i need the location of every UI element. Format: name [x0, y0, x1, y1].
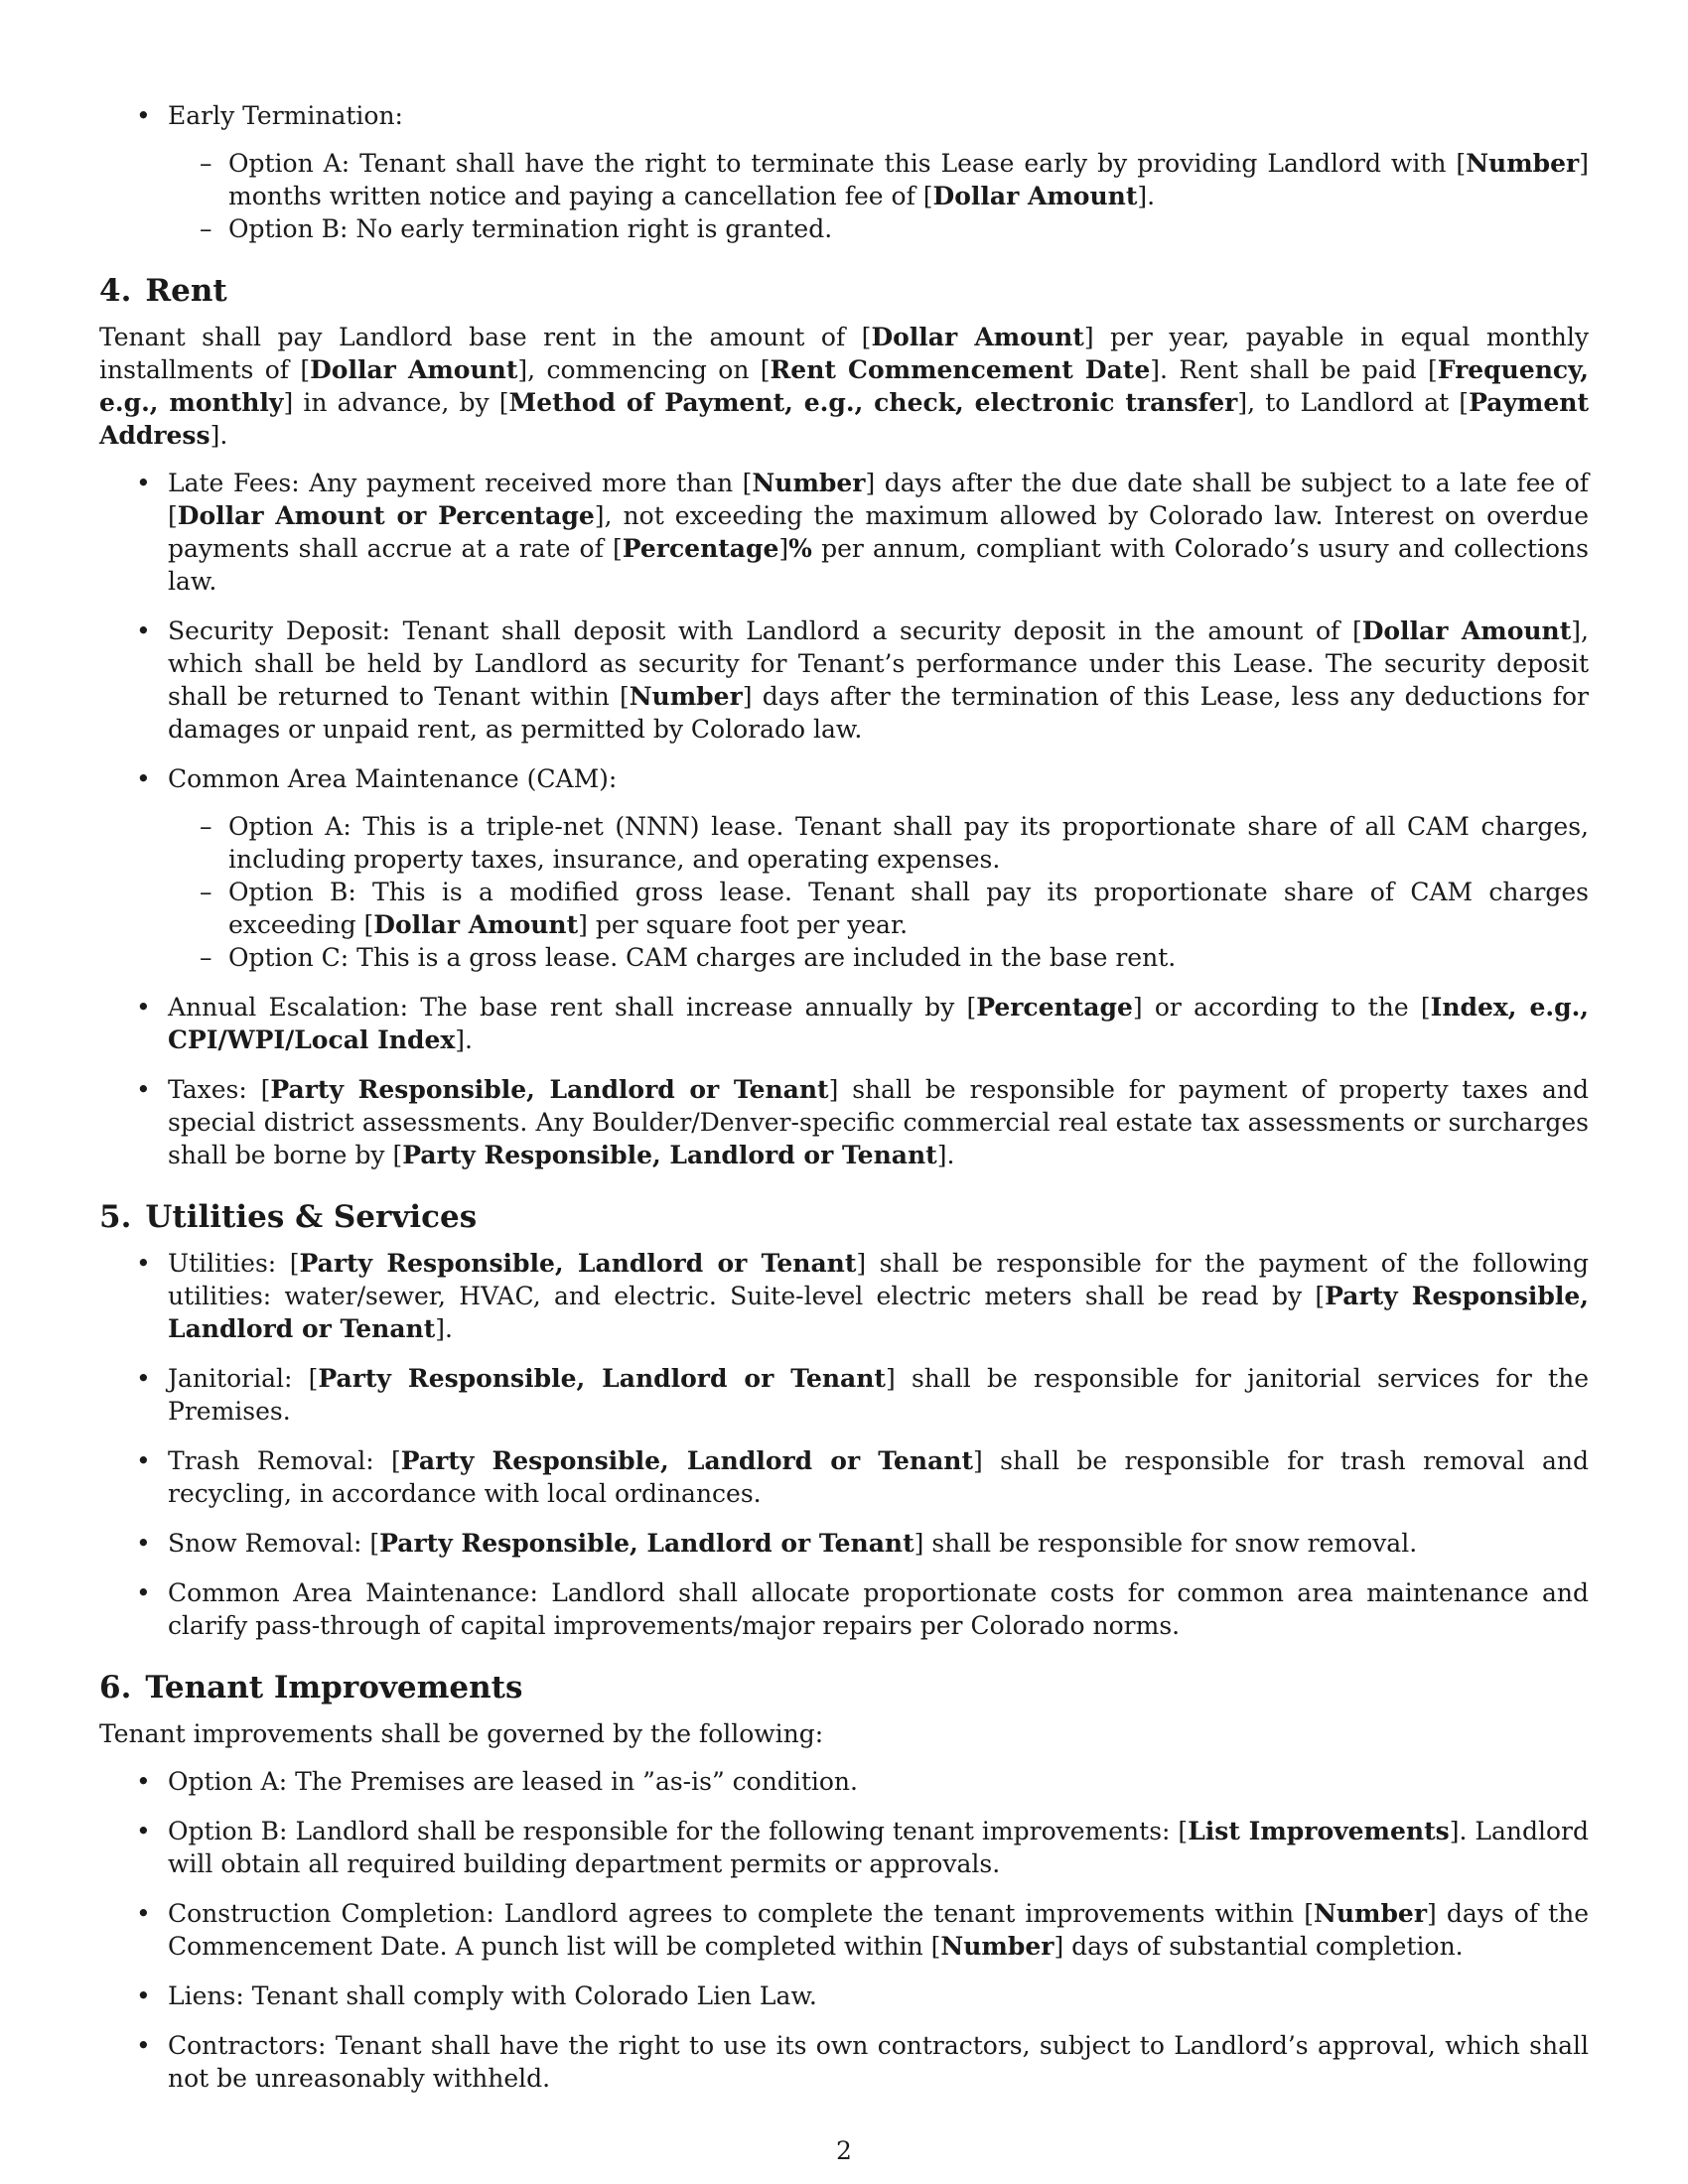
list-item-text: • Late Fees: Any payment received more than [Number] days after the due date shall be subject to a late fee of [Dollar Amount or Percentage], not exceeding the maximum allowed by Colorado law. Interest on overdue payments shall accrue at a rate of [Percentage]% per annum, compliant with Colorado’s usury and collections law. [168, 469, 1590, 596]
list-item-text: • Janitorial: [Party Responsible, Landlord or Tenant] shall be responsible for janitorial services for the Premises. [168, 1364, 1589, 1426]
list-item [99, 762, 1589, 974]
placeholder-field: Payment Address [99, 388, 1589, 450]
list-item-text: • Annual Escalation: The base rent shall increase annually by [Percentage] or according to the [Index, e.g., CPI/WPI/Local Index]. [168, 993, 1589, 1054]
section-number: 5. [99, 1199, 132, 1235]
placeholder-field: Party Responsible, Landlord or Tenant [270, 1075, 829, 1104]
rent-list [99, 467, 1589, 1171]
placeholder-field: Rent Commencement Date [770, 355, 1151, 384]
section-intro: Tenant shall pay Landlord base rent in the amount of [Dollar Amount] per year, payable in equal monthly installments of [Dollar Amount], commencing on [Rent Commencement Date]. Rent shall be paid [Frequency, e.g., monthly] in advance, by [Method of Payment, e.g., check, electronic transfer], to Landlord at [Payment Address]. [99, 323, 1589, 450]
placeholder-field: Party Responsible, Landlord or Tenant [168, 1282, 1589, 1343]
placeholder-field: Party Responsible, Landlord or Tenant [318, 1364, 886, 1393]
list-item [99, 991, 1589, 1056]
placeholder-field: Dollar Amount [871, 323, 1084, 351]
section-tenant-improvements [99, 1668, 1589, 1707]
utilities-list [99, 1247, 1589, 1642]
list-item-text: • Common Area Maintenance: Landlord shall allocate proportionate costs for common area maintenance and clarify pass-through of capital improvements/major repairs per Colorado norms. [168, 1578, 1589, 1640]
placeholder-field: List Improvements [1188, 1817, 1450, 1845]
placeholder-field: Number [629, 682, 743, 711]
option-item: – Option B: This is a modified gross lease. Tenant shall pay its proportionate share of CAM charges exceeding [Dollar Amount] per square foot per year. [168, 876, 1589, 941]
list-item-text: • Taxes: [Party Responsible, Landlord or Tenant] shall be responsible for payment of property taxes and special district assessments. Any Boulder/Denver-specific commercial real estate tax assessments or surcharges shall be borne by [Party Responsible, Landlord or Tenant]. [168, 1075, 1589, 1169]
section-number: 6. [99, 1670, 132, 1706]
placeholder-field: Party Responsible, Landlord or Tenant [379, 1529, 914, 1558]
placeholder-field: Number [1466, 149, 1580, 178]
list-item-text: • Liens: Tenant shall comply with Colorado Lien Law. [168, 1981, 817, 2010]
section-intro: Tenant improvements shall be governed by the following: [99, 1719, 824, 1748]
placeholder-field: Percentage [622, 534, 779, 563]
page-number: 2 [836, 2136, 852, 2165]
list-item-text: • Utilities: [Party Responsible, Landlord or Tenant] shall be responsible for the payment of the following utilities: water/sewer, HVAC, and electric. Suite-level electric meters shall be read by [Party Responsible, Landlord or Tenant]. [168, 1249, 1589, 1343]
option-item: – Option C: This is a gross lease. CAM charges are included in the base rent. [168, 941, 1589, 974]
list-item [99, 1527, 1589, 1560]
section-title: Utilities & Services [145, 1199, 478, 1235]
list-item-text: • Option B: Landlord shall be responsible for the following tenant improvements: [List Improvements]. Landlord will obtain all required building department permits or approvals. [168, 1817, 1589, 1878]
placeholder-field: Dollar Amount [310, 355, 518, 384]
section-title: Rent [145, 273, 227, 309]
placeholder-field: Percentage [976, 993, 1133, 1022]
option-item: – Option A: This is a triple-net (NNN) lease. Tenant shall pay its proportionate share of all CAM charges, including property taxes, insurance, and operating expenses. [168, 810, 1589, 876]
list-item [99, 1765, 1589, 1798]
option-item: – Option B: No early termination right is granted. [168, 212, 1589, 245]
placeholder-field: Party Responsible, Landlord or Tenant [299, 1249, 857, 1278]
list-item-text: • Early Termination: [168, 101, 403, 130]
placeholder-field: Index, e.g., CPI/WPI/Local Index [168, 993, 1589, 1054]
section-heading [99, 271, 1589, 311]
list-item-text: • Option A: The Premises are leased in ”as-is” condition. [168, 1767, 858, 1796]
list-item-text: • Contractors: Tenant shall have the right to use its own contractors, subject to Landlord’s approval, which shall not be unreasonably withheld. [168, 2031, 1589, 2093]
improvements-list [99, 1765, 1589, 2095]
list-item [99, 1576, 1589, 1642]
list-item-text: • Snow Removal: [Party Responsible, Landlord or Tenant] shall be responsible for snow removal. [168, 1529, 1418, 1558]
placeholder-field: Party Responsible, Landlord or Tenant [402, 1141, 937, 1169]
list-item [99, 467, 1589, 598]
placeholder-field: Dollar Amount [932, 182, 1138, 210]
placeholder-field: % [788, 534, 812, 563]
list-item-text: • Security Deposit: Tenant shall deposit with Landlord a security deposit in the amount of [Dollar Amount], which shall be held by Landlord as security for Tenant’s performance under this Lease. The security deposit shall be returned to Tenant within [Number] days after the termination of this Lease, less any deductions for damages or unpaid rent, as permitted by Colorado law. [168, 616, 1589, 744]
placeholder-field: Party Responsible, Landlord or Tenant [400, 1446, 973, 1475]
section-rent [99, 271, 1589, 311]
list-item [99, 1815, 1589, 1880]
list-item [99, 1247, 1589, 1345]
early-termination-options [168, 147, 1589, 245]
placeholder-field: Dollar Amount or Percentage [177, 501, 595, 530]
placeholder-field: Dollar Amount [373, 910, 579, 939]
list-item-early-termination [99, 99, 1589, 245]
list-item-text: • Common Area Maintenance (CAM): [168, 764, 618, 793]
list-item-text: • Trash Removal: [Party Responsible, Landlord or Tenant] shall be responsible for trash removal and recycling, in accordance with local ordinances. [168, 1446, 1589, 1508]
section-utilities [99, 1197, 1589, 1237]
placeholder-field: Dollar Amount [1361, 616, 1572, 645]
option-item: – Option A: Tenant shall have the right to terminate this Lease early by providing Landlord with [Number] months written notice and paying a cancellation fee of [Dollar Amount]. [168, 147, 1589, 212]
section-heading [99, 1197, 1589, 1237]
document-body [99, 99, 1589, 2112]
section-number: 4. [99, 273, 132, 309]
list-item [99, 614, 1589, 746]
list-item [99, 2029, 1589, 2095]
section-title: Tenant Improvements [145, 1670, 523, 1706]
list-item-text: • Construction Completion: Landlord agrees to complete the tenant improvements within [Number] days of the Commencement Date. A punch list will be completed within [Number] days of substantial completion. [168, 1899, 1590, 1961]
list-item [99, 1444, 1589, 1510]
placeholder-field: Number [1313, 1899, 1428, 1928]
placeholder-field: Method of Payment, e.g., check, electronic transfer [508, 388, 1238, 417]
cam-options [168, 810, 1589, 974]
list-item [99, 1073, 1589, 1171]
placeholder-field: Number [752, 469, 866, 497]
section-heading [99, 1668, 1589, 1707]
placeholder-field: Frequency, e.g., monthly [99, 355, 1589, 417]
list-item [99, 1979, 1589, 2012]
list-item [99, 1362, 1589, 1428]
placeholder-field: Number [940, 1932, 1055, 1961]
list-item [99, 1897, 1589, 1963]
top-list [99, 99, 1589, 245]
